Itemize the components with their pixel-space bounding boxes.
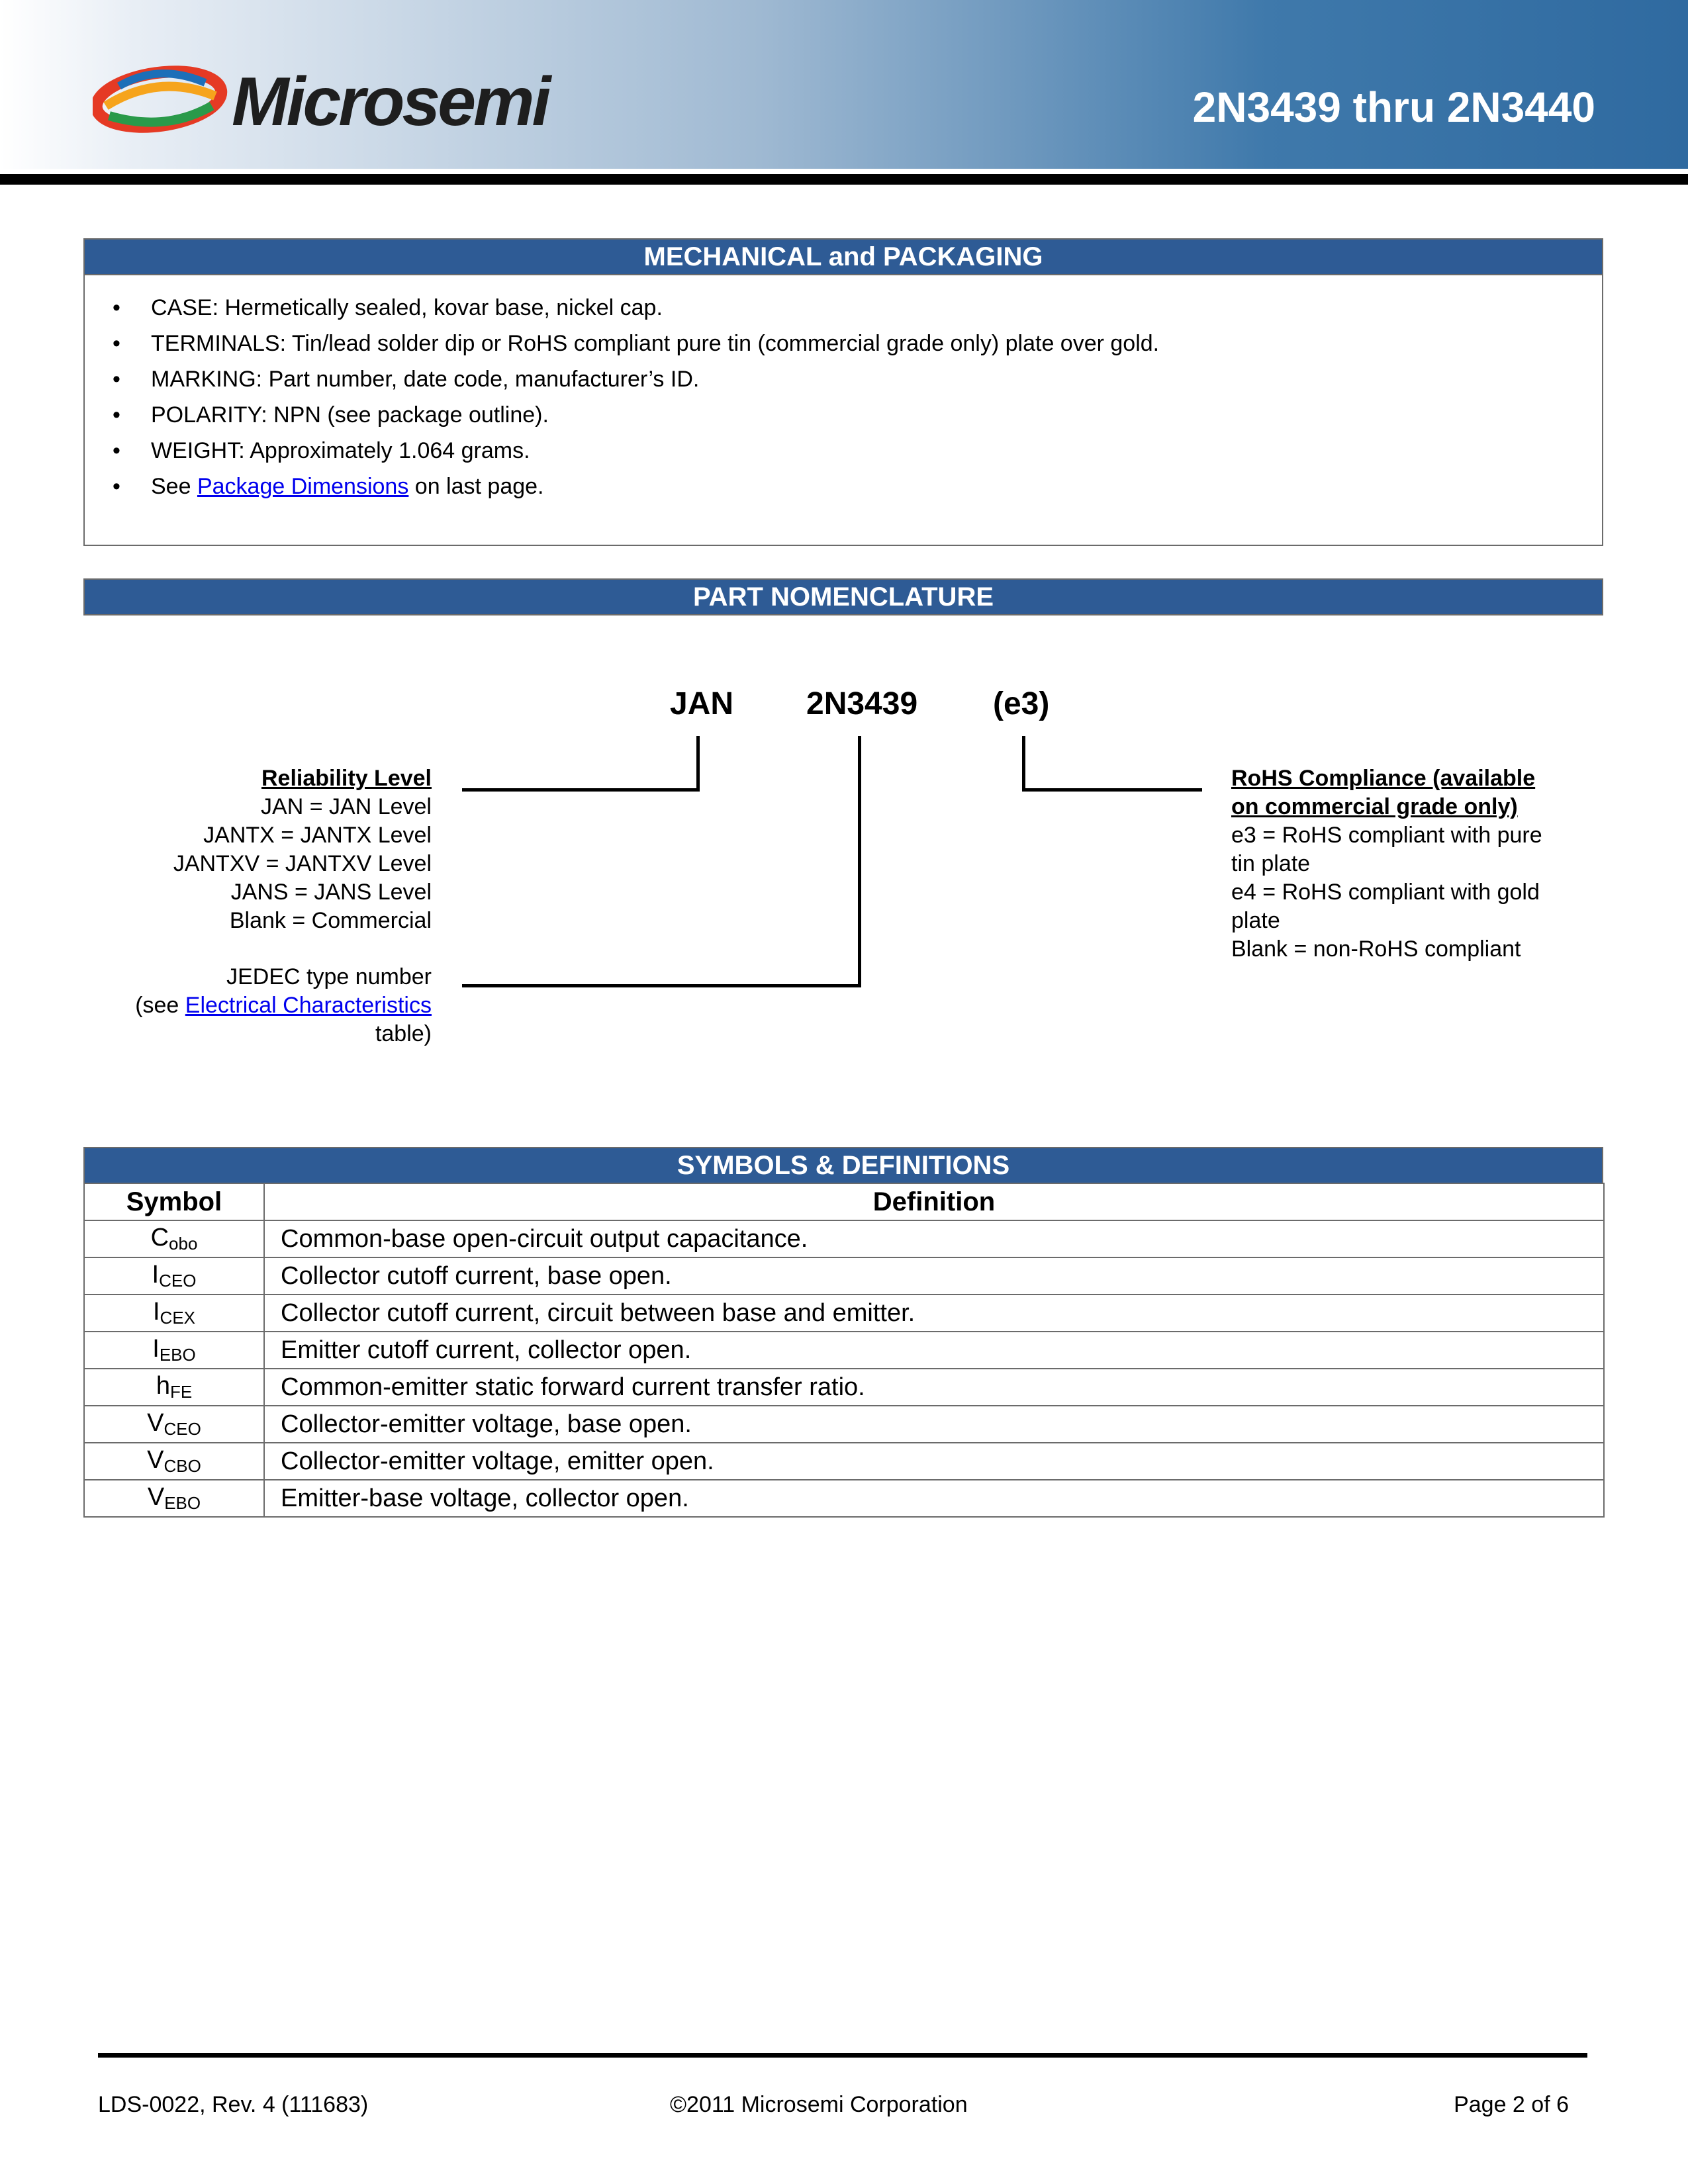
reliability-item: JANTXV = JANTXV Level <box>173 851 432 876</box>
rohs-title-line1: RoHS Compliance (available <box>1231 766 1536 791</box>
list-item <box>113 473 1159 509</box>
symbol-cell: $I_{CEO}$ <box>84 1257 264 1295</box>
jedec-suffix: table) <box>375 1021 432 1046</box>
list-item: • MARKING: Part number, date code, manufacturer’s ID. <box>113 366 1159 402</box>
table-row <box>84 1295 1604 1332</box>
column-header-symbol: Symbol <box>84 1183 264 1220</box>
symbol-cell: $I_{CEX}$ <box>84 1295 264 1332</box>
connector-part-horizontal <box>462 984 861 987</box>
symbol-cell: $V_{CEO}$ <box>84 1406 264 1443</box>
footer-doc-id: LDS-0022, Rev. 4 (111683) <box>98 2092 369 2117</box>
see-prefix: See <box>151 474 197 499</box>
definition-cell: Collector-emitter voltage, base open. <box>264 1406 1604 1443</box>
symbols-header: SYMBOLS & DEFINITIONS <box>83 1147 1603 1184</box>
definition-cell: Collector cutoff current, circuit between base and emitter. <box>264 1295 1604 1332</box>
jedec-block <box>135 963 432 1048</box>
reliability-item: JANTX = JANTX Level <box>203 823 432 848</box>
symbols-table <box>83 1183 1605 1518</box>
table-row <box>84 1332 1604 1369</box>
connector-rohs-horizontal <box>1022 788 1202 792</box>
logo-wordmark: Microsemi <box>232 64 549 140</box>
code-jan: JAN <box>670 686 734 721</box>
jedec-title: JEDEC type number <box>226 964 432 989</box>
reliability-item: Blank = Commercial <box>229 908 432 933</box>
footer-divider <box>98 2053 1587 2058</box>
reliability-item: JAN = JAN Level <box>261 794 432 819</box>
list-item: • TERMINALS: Tin/lead solder dip or RoHS compliant pure tin (commercial grade only) plate over gold. <box>113 330 1159 366</box>
jedec-see-prefix: (see <box>135 993 185 1018</box>
header-divider-black <box>0 174 1688 185</box>
header-divider-white <box>0 169 1688 174</box>
reliability-title: Reliability Level <box>261 766 432 791</box>
column-header-definition: Definition <box>264 1183 1604 1220</box>
package-dimensions-link[interactable]: Package Dimensions <box>197 474 409 499</box>
table-row <box>84 1406 1604 1443</box>
rohs-item: tin plate <box>1231 851 1311 876</box>
nomenclature-header: PART NOMENCLATURE <box>83 578 1603 615</box>
reliability-level-block <box>173 764 432 935</box>
list-item: • WEIGHT: Approximately 1.064 grams. <box>113 437 1159 473</box>
list-item: • POLARITY: NPN (see package outline). <box>113 402 1159 437</box>
rohs-item: plate <box>1231 908 1280 933</box>
rohs-item: Blank = non-RoHS compliant <box>1231 936 1521 962</box>
code-rohs: (e3) <box>993 686 1050 721</box>
table-header-row <box>84 1183 1604 1220</box>
symbol-cell: $h_{FE}$ <box>84 1369 264 1406</box>
mechanical-list <box>113 295 1159 509</box>
table-row <box>84 1220 1604 1257</box>
definition-cell: Emitter cutoff current, collector open. <box>264 1332 1604 1369</box>
definition-cell: Common-emitter static forward current transfer ratio. <box>264 1369 1604 1406</box>
definition-cell: Collector-emitter voltage, emitter open. <box>264 1443 1604 1480</box>
reliability-item: JANS = JANS Level <box>230 880 432 905</box>
rohs-title-line2: on commercial grade only) <box>1231 794 1518 819</box>
symbol-cell: $V_{CBO}$ <box>84 1443 264 1480</box>
rohs-item: e4 = RoHS compliant with gold <box>1231 880 1540 905</box>
rohs-item: e3 = RoHS compliant with pure <box>1231 823 1542 848</box>
electrical-characteristics-link[interactable]: Electrical Characteristics <box>185 993 432 1018</box>
connector-jan-horizontal <box>462 788 700 792</box>
footer-copyright: ©2011 Microsemi Corporation <box>670 2092 968 2117</box>
list-item: • CASE: Hermetically sealed, kovar base, nickel cap. <box>113 295 1159 330</box>
symbol-cell: $C_{obo}$ <box>84 1220 264 1257</box>
definition-cell: Common-base open-circuit output capacitance. <box>264 1220 1604 1257</box>
page-title: 2N3439 thru 2N3440 <box>1192 83 1595 131</box>
table-row <box>84 1443 1604 1480</box>
connector-part-vertical <box>858 736 861 987</box>
table-row <box>84 1257 1604 1295</box>
definition-cell: Collector cutoff current, base open. <box>264 1257 1604 1295</box>
table-row <box>84 1480 1604 1517</box>
definition-cell: Emitter-base voltage, collector open. <box>264 1480 1604 1517</box>
see-suffix: on last page. <box>408 474 544 499</box>
symbol-cell: $I_{EBO}$ <box>84 1332 264 1369</box>
symbol-cell: $V_{EBO}$ <box>84 1480 264 1517</box>
table-row <box>84 1369 1604 1406</box>
mechanical-header: MECHANICAL and PACKAGING <box>83 238 1603 275</box>
connector-rohs-vertical <box>1022 736 1025 792</box>
code-part-number: 2N3439 <box>806 686 918 721</box>
footer-page-number: Page 2 of 6 <box>1454 2092 1569 2117</box>
connector-jan-vertical <box>696 736 700 792</box>
rohs-block <box>1231 764 1542 964</box>
